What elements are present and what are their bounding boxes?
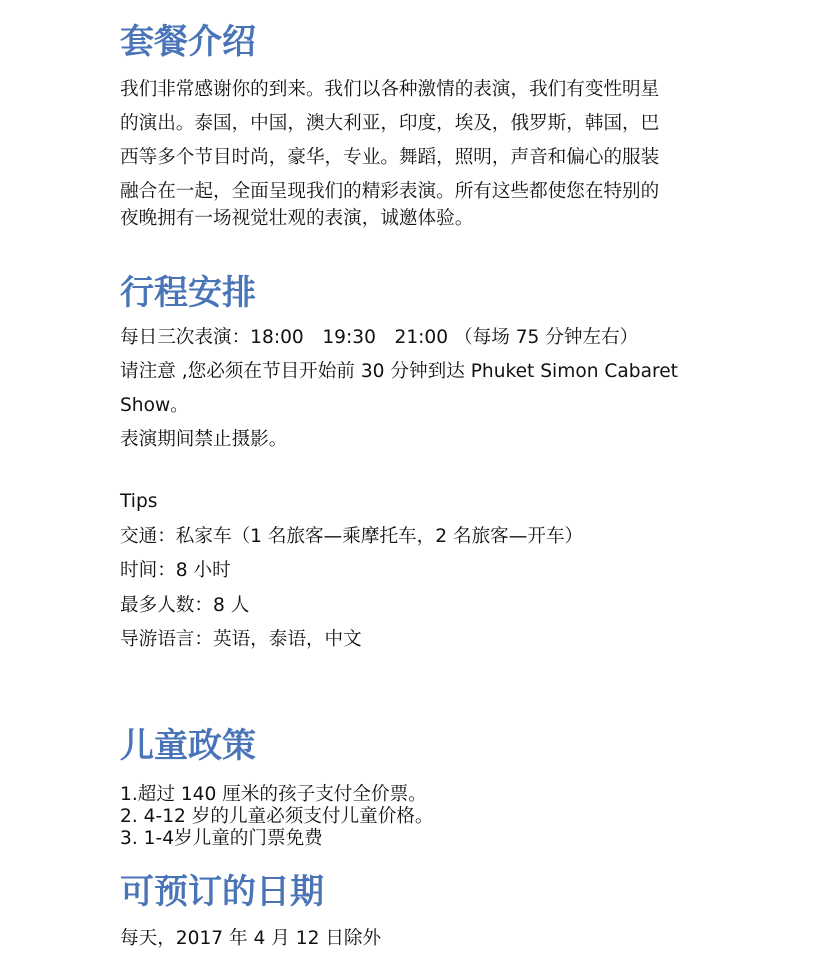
package-intro-heading: 套餐介绍 [120, 22, 256, 62]
schedule-heading: 行程安排 [120, 273, 256, 313]
tips-duration: 时间：8 小时 [120, 560, 231, 581]
list-item: 1.超过 140 厘米的孩子支付全价票。 [120, 784, 427, 805]
available-dates-text: 每天，2017 年 4 月 12 日除外 [120, 928, 382, 949]
available-dates-heading: 可预订的日期 [120, 872, 324, 912]
no-photo-notice: 表演期间禁止摄影。 [120, 429, 288, 450]
tips-label: Tips [120, 491, 158, 512]
show-times: 每日三次表演：18:00 19:30 21:00 （每场 75 分钟左右） [120, 327, 639, 348]
tips-max-people: 最多人数：8 人 [120, 595, 250, 616]
tips-guide-language: 导游语言：英语，泰语，中文 [120, 629, 362, 650]
list-item: 3. 1-4岁儿童的门票免费 [120, 828, 323, 849]
intro-line: 我们非常感谢你的到来。我们以各种激情的表演，我们有变性明星 [120, 79, 660, 100]
tips-transport: 交通：私家车（1 名旅客—乘摩托车，2 名旅客—开车） [120, 526, 584, 547]
intro-line: 融合在一起，全面呈现我们的精彩表演。所有这些都使您在特别的 [120, 181, 660, 202]
intro-line: 西等多个节目时尚，豪华，专业。舞蹈，照明，声音和偏心的服装 [120, 147, 660, 168]
list-item: 2. 4-12 岁的儿童必须支付儿童价格。 [120, 806, 434, 827]
children-policy-heading: 儿童政策 [120, 726, 256, 766]
arrival-notice-continued: Show。 [120, 395, 189, 416]
intro-line: 的演出。泰国，中国，澳大利亚，印度，埃及，俄罗斯，韩国，巴 [120, 113, 660, 134]
arrival-notice: 请注意 ,您必须在节目开始前 30 分钟到达 Phuket Simon Cabaret [120, 361, 678, 382]
intro-line: 夜晚拥有一场视觉壮观的表演，诚邀体验。 [120, 208, 474, 229]
